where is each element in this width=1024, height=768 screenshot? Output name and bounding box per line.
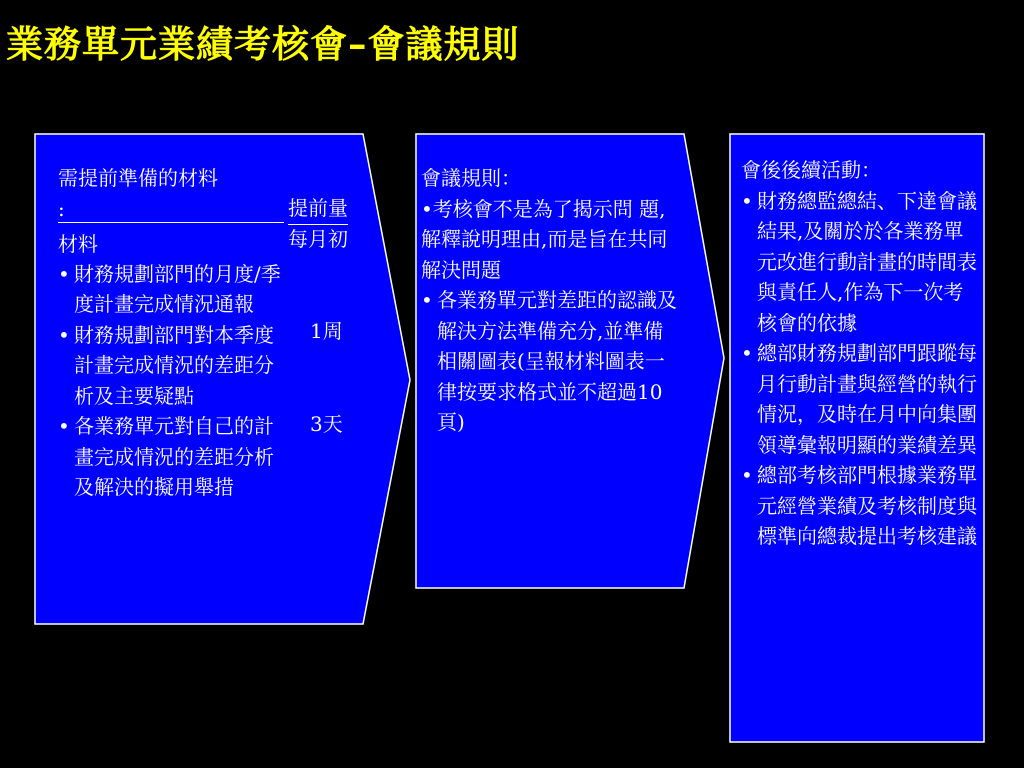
list-item: • 總部財務規劃部門跟蹤每月行動計畫與經營的執行情況，及時在月中向集團領導彙報明顯的業績差異	[741, 338, 977, 460]
panel-rules	[421, 163, 683, 438]
list-item: • 各業務單元對差距的認識及解決方法準備充分,並準備相關圖表(呈報材料圖表一律按要求格式並不超過10頁)	[421, 285, 683, 438]
panel-followup-list	[741, 186, 977, 552]
lead-time-days: 3天	[310, 412, 343, 436]
panel-followup	[741, 155, 977, 552]
list-item: • 各業務單元對自己的計畫完成情況的差距分析及解決的擬用舉措	[58, 411, 286, 503]
list-item: • 財務規劃部門的月度/季度計畫完成情況通報	[58, 259, 286, 320]
panel-prep	[58, 163, 286, 503]
list-item: • 總部考核部門根據業務單元經營業績及考核制度與標準向總裁提出考核建議	[741, 460, 977, 552]
panel-followup-heading: 會後後續活動：	[741, 158, 881, 182]
list-item: • 財務規劃部門對本季度計畫完成情況的差距分析及主要疑點	[58, 320, 286, 412]
materials-label: 材料	[58, 232, 98, 256]
lead-time-header: 提前量	[288, 193, 348, 225]
slide-title: 業務單元業績考核會–會議規則	[6, 22, 520, 66]
panel-rules-intro: •考核會不是為了揭示問 題,解釋說明理由,而是旨在共同解決問題	[421, 196, 668, 282]
panel-prep-header-row	[58, 194, 286, 223]
panel-rules-heading: 會議規則：	[421, 166, 521, 190]
list-item: • 財務總監總結、下達會議結果,及關於於各業務單元改進行動計畫的時間表與責任人,作為下一次考核會的依據	[741, 186, 977, 339]
panel-prep-list	[58, 259, 286, 503]
lead-time-monthly: 每月初	[288, 227, 348, 251]
panel-prep-underline	[58, 194, 284, 223]
panel-prep-colon: :	[58, 196, 65, 221]
panel-prep-heading: 需提前準備的材料	[58, 166, 218, 190]
lead-time-week: 1周	[310, 319, 343, 343]
lead-time-column	[288, 193, 368, 436]
panel-rules-list	[421, 285, 683, 438]
